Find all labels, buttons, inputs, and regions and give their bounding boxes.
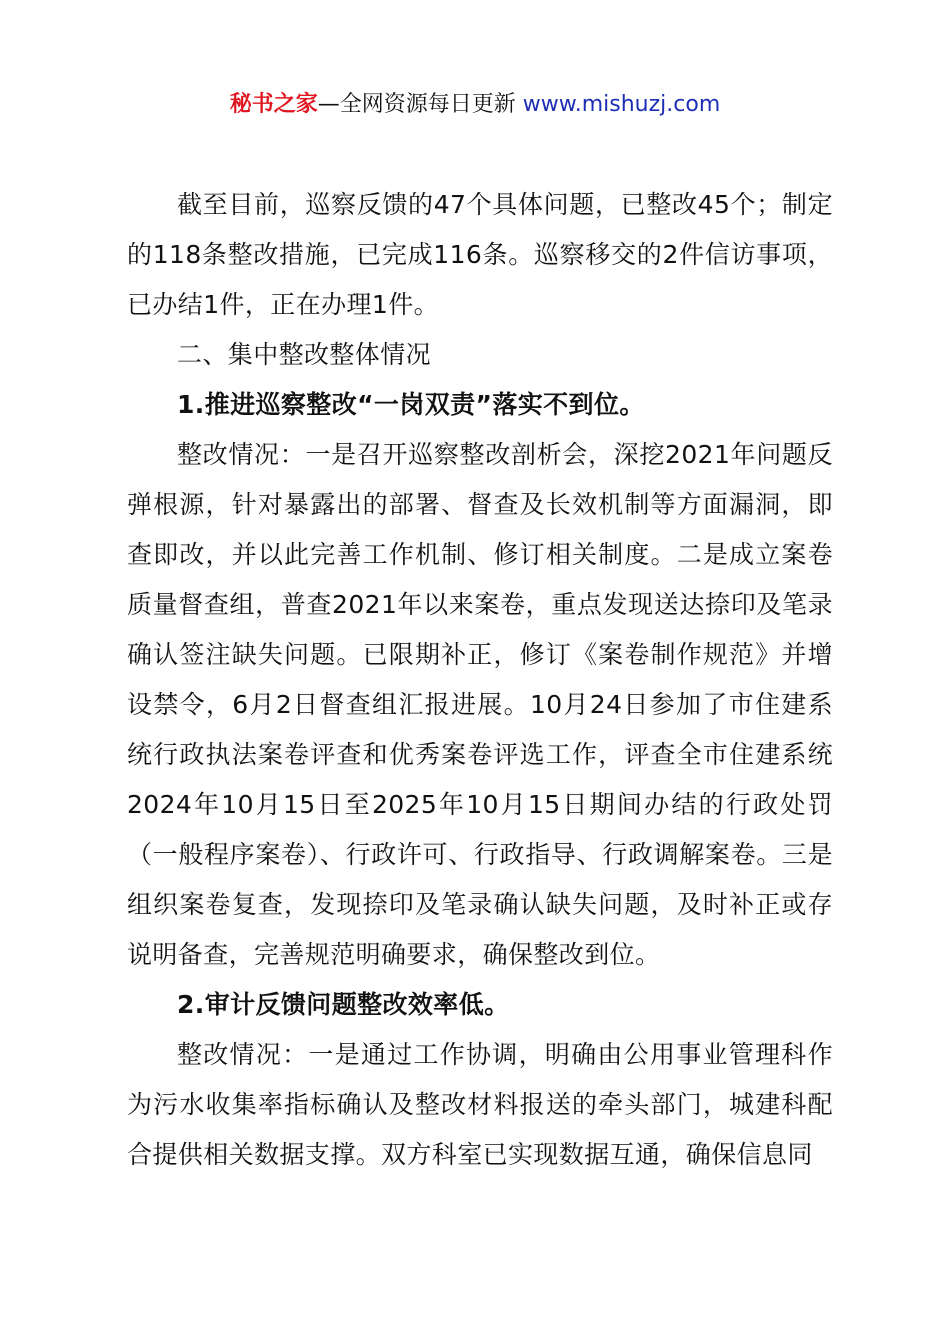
paragraph-item-2-rectification: 整改情况：一是通过工作协调，明确由公用事业管理科作为污水收集率指标确认及整改材料报送的牵头部门，城建科配合提供相关数据支撑。双方科室已实现数据互通，确保信息同 (127, 1040, 833, 1169)
brand-name: 秘书之家 (229, 92, 318, 117)
header-url-link[interactable]: www.mishuzj.com (522, 92, 721, 117)
subheading-item-2: 2.审计反馈问题整改效率低。 (177, 990, 510, 1019)
paragraph-progress-summary: 截至目前，巡察反馈的47个具体问题，已整改45个；制定的118条整改措施，已完成116条。巡察移交的2件信访事项，已办结1件，正在办理1件。 (127, 190, 833, 319)
header-tagline: —全网资源每日更新 (317, 92, 523, 117)
paragraph-item-1-rectification: 整改情况：一是召开巡察整改剖析会，深挖2021年问题反弹根源，针对暴露出的部署、督查及长效机制等方面漏洞，即查即改，并以此完善工作机制、修订相关制度。二是成立案卷质量督查组，普查2021年以来案卷，重点发现送达捺印及笔录确认签注缺失问题。已限期补正，修订《案卷制作规范》并增设禁令，6月2日督查组汇报进展。10月24日参加了市住建系统行政执法案卷评查和优秀案卷评选工作，评查全市住建系统2024年10月15日至2025年10月15日期间办结的行政处罚（一般程序案卷）、行政许可、行政指导、行政调解案卷。三是组织案卷复查，发现捺印及笔录确认缺失问题，及时补正或存说明备查，完善规范明确要求，确保整改到位。 (127, 440, 833, 969)
section-heading-overall-rectification: 二、集中整改整体情况 (177, 340, 432, 369)
subheading-item-1: 1.推进巡察整改“一岗双责”落实不到位。 (177, 390, 645, 419)
page-header (0, 88, 950, 122)
document-body (127, 180, 833, 1180)
